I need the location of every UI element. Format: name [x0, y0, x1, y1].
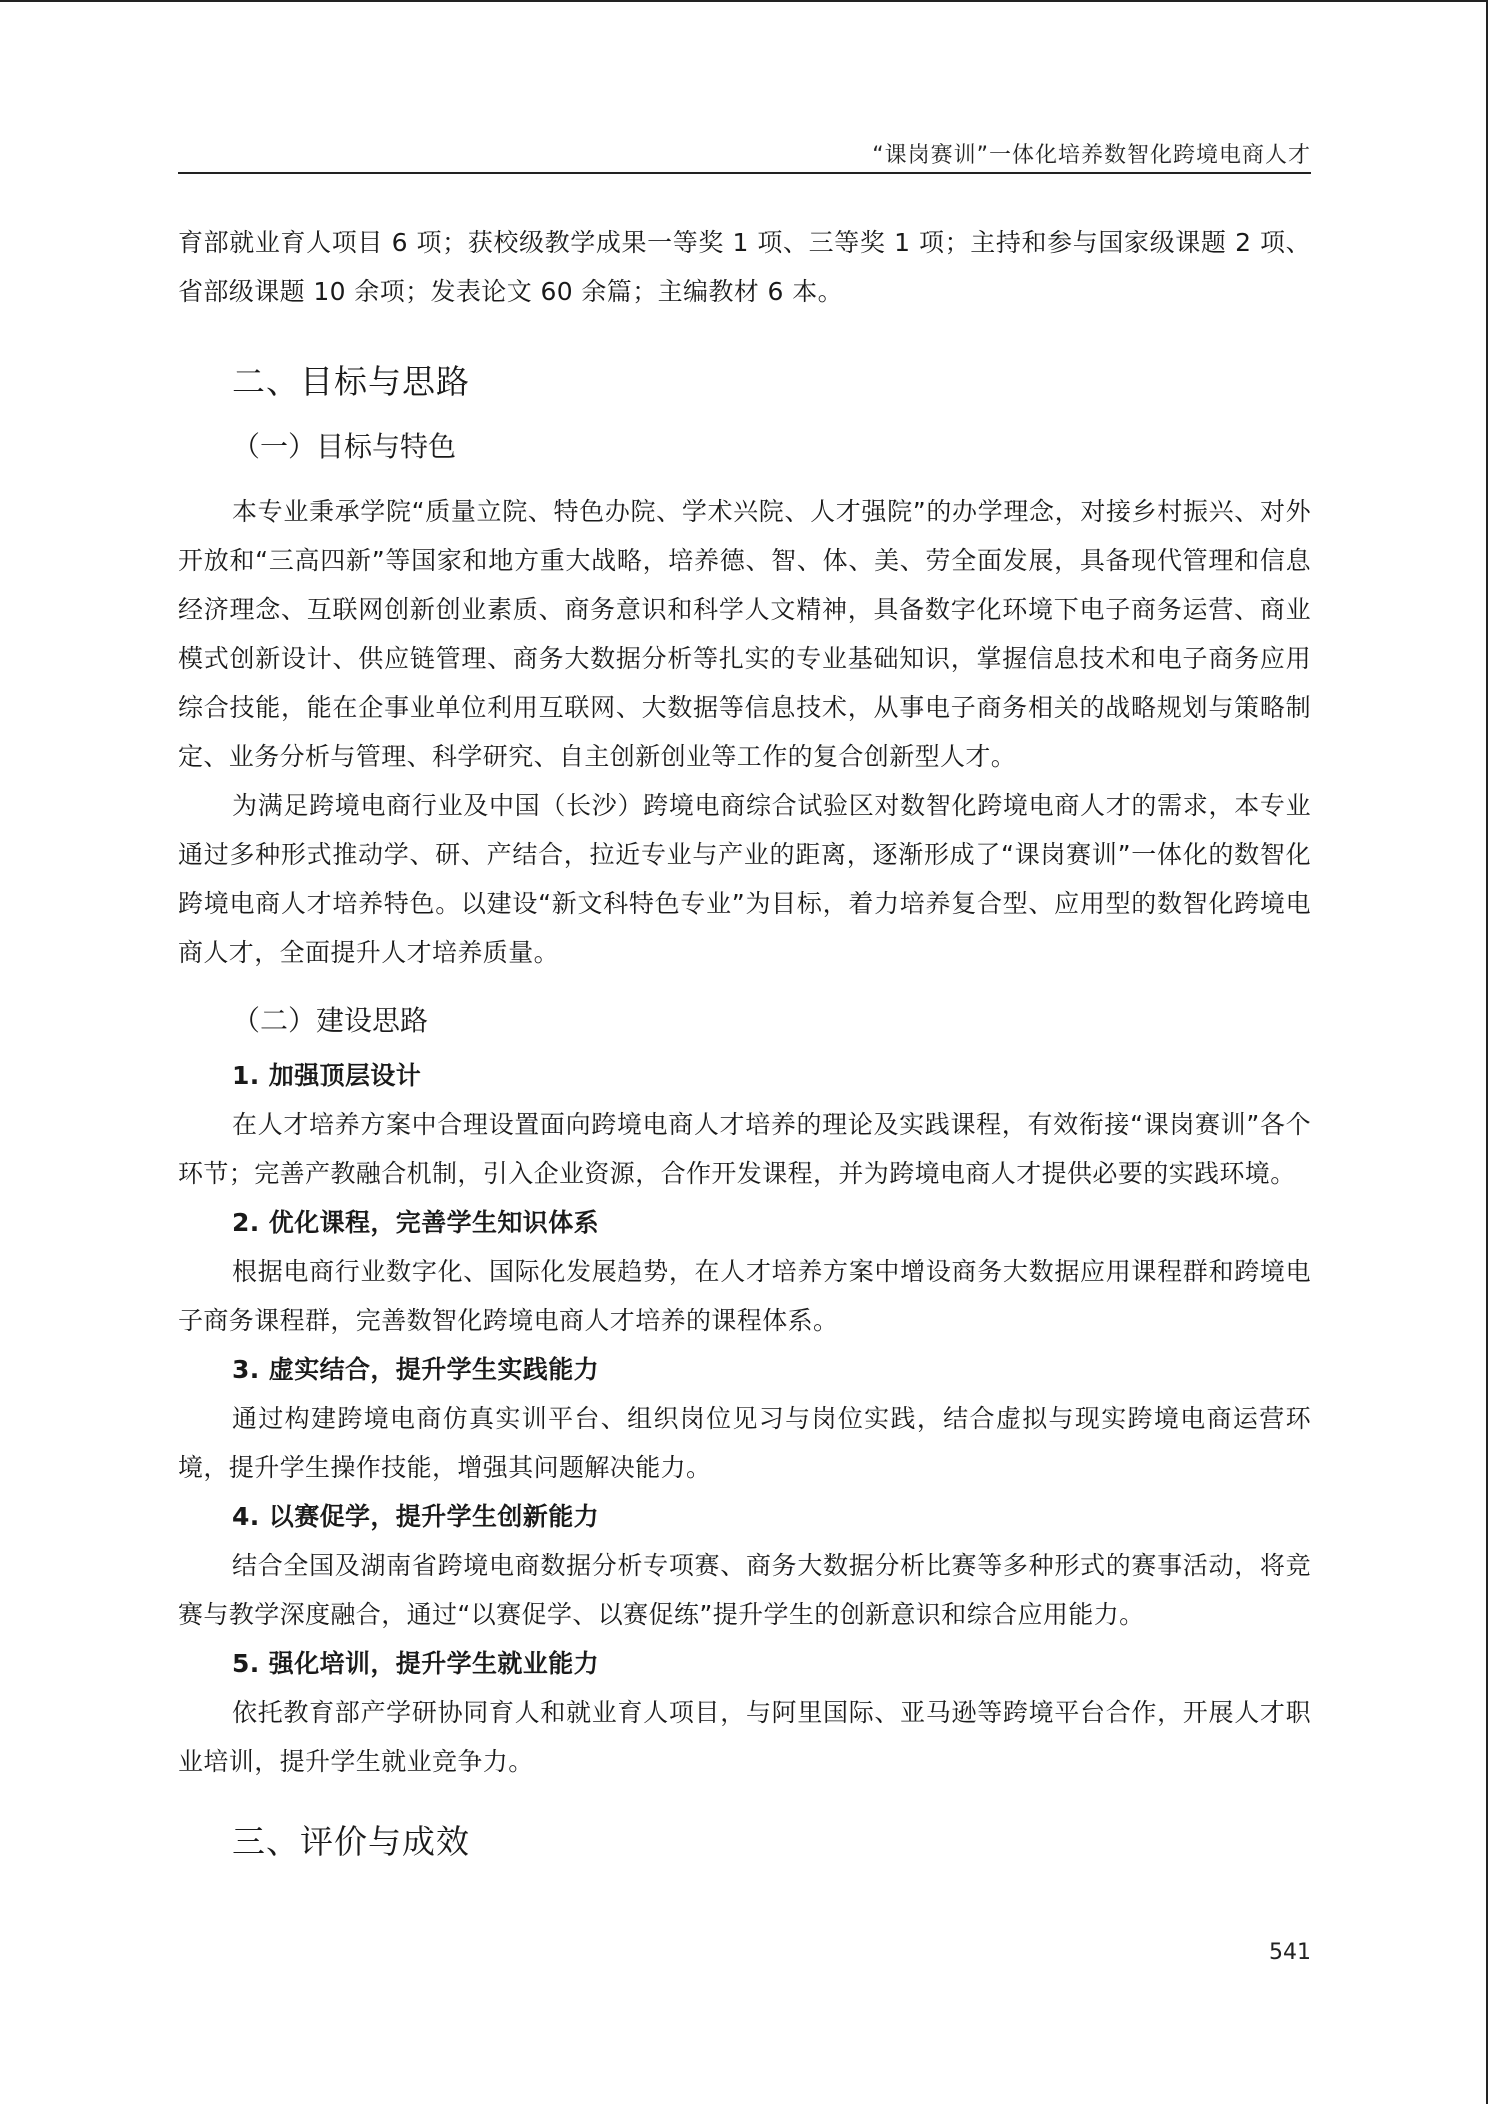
running-header: “课岗赛训”一体化培养数智化跨境电商人才 [872, 143, 1311, 168]
item-text-4: 结合全国及湖南省跨境电商数据分析专项赛、商务大数据分析比赛等多种形式的赛事活动，将竞赛与教学深度融合，通过“以赛促学、以赛促练”提升学生的创新意识和综合应用能力。 [178, 1551, 1311, 1629]
item-text-2: 根据电商行业数字化、国际化发展趋势，在人才培养方案中增设商务大数据应用课程群和跨境电子商务课程群，完善数智化跨境电商人才培养的课程体系。 [178, 1257, 1311, 1335]
page-body [178, 218, 1311, 1863]
item-text-1: 在人才培养方案中合理设置面向跨境电商人才培养的理论及实践课程，有效衔接“课岗赛训”各个环节；完善产教融合机制，引入企业资源，合作开发课程，并为跨境电商人才提供必要的实践环境。 [178, 1110, 1311, 1188]
header-rule [178, 172, 1311, 174]
item-text-3: 通过构建跨境电商仿真实训平台、组织岗位见习与岗位实践，结合虚拟与现实跨境电商运营环境，提升学生操作技能，增强其问题解决能力。 [178, 1404, 1311, 1482]
subsection-heading-construction: （二）建设思路 [232, 1004, 429, 1037]
continuation-paragraph: 育部就业育人项目 6 项；获校级教学成果一等奖 1 项、三等奖 1 项；主持和参与国家级课题 2 项、省部级课题 10 余项；发表论文 60 余篇；主编教材 6 本。 [178, 228, 1311, 306]
page-number: 541 [1269, 1940, 1311, 1965]
item-title-1: 1. 加强顶层设计 [232, 1061, 422, 1090]
item-title-4: 4. 以赛促学，提升学生创新能力 [232, 1502, 599, 1531]
item-title-5: 5. 强化培训，提升学生就业能力 [232, 1649, 599, 1678]
item-title-3: 3. 虚实结合，提升学生实践能力 [232, 1355, 599, 1384]
item-text-5: 依托教育部产学研协同育人和就业育人项目，与阿里国际、亚马逊等跨境平台合作，开展人才职业培训，提升学生就业竞争力。 [178, 1698, 1311, 1776]
page-top-edge [0, 0, 1488, 2]
paragraph-features: 为满足跨境电商行业及中国（长沙）跨境电商综合试验区对数智化跨境电商人才的需求，本专业通过多种形式推动学、研、产结合，拉近专业与产业的距离，逐渐形成了“课岗赛训”一体化的数智化跨境电商人才培养特色。以建设“新文科特色专业”为目标，着力培养复合型、应用型的数智化跨境电商人才，全面提升人才培养质量。 [178, 791, 1311, 967]
item-title-2: 2. 优化课程，完善学生知识体系 [232, 1208, 599, 1237]
section-heading-goals: 二、目标与思路 [232, 362, 470, 401]
subsection-heading-goals-features: （一）目标与特色 [232, 430, 457, 463]
section-heading-evaluation: 三、评价与成效 [232, 1822, 470, 1861]
paragraph-goals: 本专业秉承学院“质量立院、特色办院、学术兴院、人才强院”的办学理念，对接乡村振兴、对外开放和“三高四新”等国家和地方重大战略，培养德、智、体、美、劳全面发展，具备现代管理和信息经济理念、互联网创新创业素质、商务意识和科学人文精神，具备数字化环境下电子商务运营、商业模式创新设计、供应链管理、商务大数据分析等扎实的专业基础知识，掌握信息技术和电子商务应用综合技能，能在企事业单位利用互联网、大数据等信息技术，从事电子商务相关的战略规划与策略制定、业务分析与管理、科学研究、自主创新创业等工作的复合创新型人才。 [178, 497, 1311, 771]
